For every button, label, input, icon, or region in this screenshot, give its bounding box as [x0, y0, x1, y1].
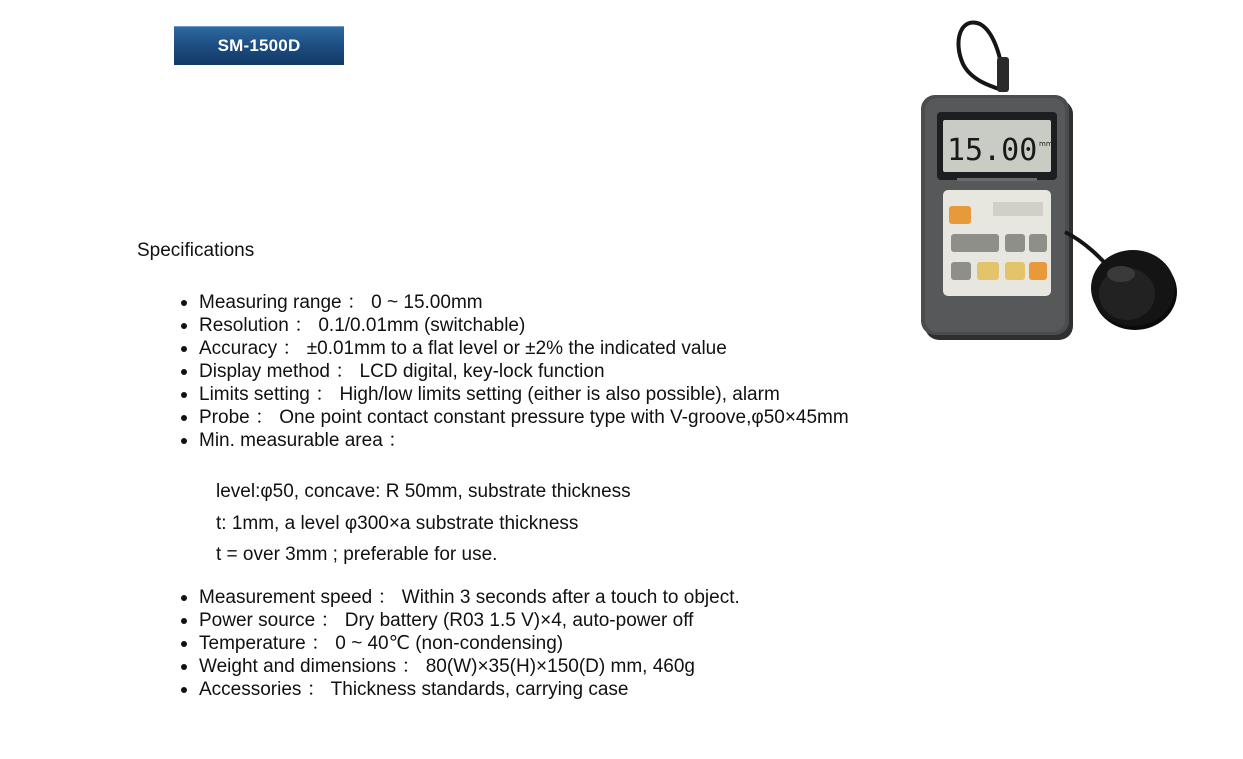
- spec-item: [199, 314, 849, 337]
- spec-separator: ：: [306, 679, 326, 700]
- spec-label: Power source: [199, 610, 316, 631]
- spec-separator: ：: [294, 315, 314, 336]
- thickness-meter-image: [905, 12, 1195, 347]
- spec-separator: ：: [346, 292, 366, 313]
- spec-separator: ：: [310, 633, 330, 654]
- spec-separator: ：: [254, 407, 274, 428]
- lcd-unit: mm: [1039, 140, 1053, 148]
- specifications-heading: Specifications: [137, 240, 255, 261]
- key-zero: [1029, 262, 1047, 280]
- spec-value: 80(W)×35(H)×150(D) mm, 460g: [425, 656, 695, 677]
- spec-separator: ：: [315, 384, 335, 405]
- spec-label: Weight and dimensions: [199, 656, 397, 677]
- spec-separator: ：: [401, 656, 421, 677]
- spec-item: [199, 586, 740, 609]
- spec-label: Display method: [199, 361, 330, 382]
- key-func: [951, 262, 971, 280]
- spec-separator: ：: [388, 430, 408, 451]
- spec-value: Dry battery (R03 1.5 V)×4, auto-power off: [344, 610, 694, 631]
- spec-item: [199, 429, 849, 452]
- spec-label: Accuracy: [199, 338, 278, 359]
- min-area-details: [216, 476, 631, 571]
- spec-label: Resolution: [199, 315, 289, 336]
- spec-value: Thickness standards, carrying case: [330, 679, 629, 700]
- key-down: [1005, 262, 1025, 280]
- spec-value: High/low limits setting (either is also possible), alarm: [339, 384, 780, 405]
- key-2: [1005, 234, 1025, 252]
- spec-separator: ：: [335, 361, 355, 382]
- spec-item: [199, 678, 740, 701]
- min-area-line: t: 1mm, a level φ300×a substrate thickness: [216, 512, 579, 534]
- spec-item: [199, 337, 849, 360]
- spec-label: Probe: [199, 407, 250, 428]
- key-1: [951, 234, 999, 252]
- spec-separator: ：: [282, 338, 302, 359]
- spec-list-bottom: [199, 586, 740, 701]
- lcd-reading: 15.00: [947, 133, 1038, 168]
- spec-label: Measurement speed: [199, 587, 373, 608]
- spec-label: Temperature: [199, 633, 306, 654]
- spec-value: 0 ~ 15.00mm: [371, 292, 483, 313]
- spec-value: ±0.01mm to a flat level or ±2% the indicated value: [306, 338, 727, 359]
- spec-separator: ：: [377, 587, 397, 608]
- power-key: [949, 206, 971, 224]
- spec-label: Limits setting: [199, 384, 310, 405]
- spec-item: [199, 291, 849, 314]
- spec-value: 0 ~ 40℃ (non-condensing): [335, 633, 564, 654]
- model-name-badge: SM-1500D: [174, 26, 344, 65]
- spec-item: [199, 406, 849, 429]
- spec-label: Min. measurable area: [199, 430, 383, 451]
- spec-value: Within 3 seconds after a touch to object.: [401, 587, 740, 608]
- min-area-line: t = over 3mm ; preferable for use.: [216, 544, 498, 565]
- spec-value: One point contact constant pressure type with V-groove,φ50×45mm: [279, 407, 849, 428]
- min-area-line: level:φ50, concave: R 50mm, substrate thickness: [216, 481, 631, 502]
- spec-item: [199, 383, 849, 406]
- spec-value: LCD digital, key-lock function: [359, 361, 605, 382]
- spec-label: Accessories: [199, 679, 302, 700]
- spec-list-top: [199, 291, 849, 452]
- spec-item: [199, 655, 740, 678]
- spec-item: [199, 360, 849, 383]
- spec-item: [199, 632, 740, 655]
- spec-label: Measuring range: [199, 292, 342, 313]
- key-3: [1029, 234, 1047, 252]
- spec-item: [199, 609, 740, 632]
- key-up: [977, 262, 999, 280]
- spec-separator: ：: [320, 610, 340, 631]
- cable-connector: [997, 57, 1009, 92]
- spec-value: 0.1/0.01mm (switchable): [318, 315, 526, 336]
